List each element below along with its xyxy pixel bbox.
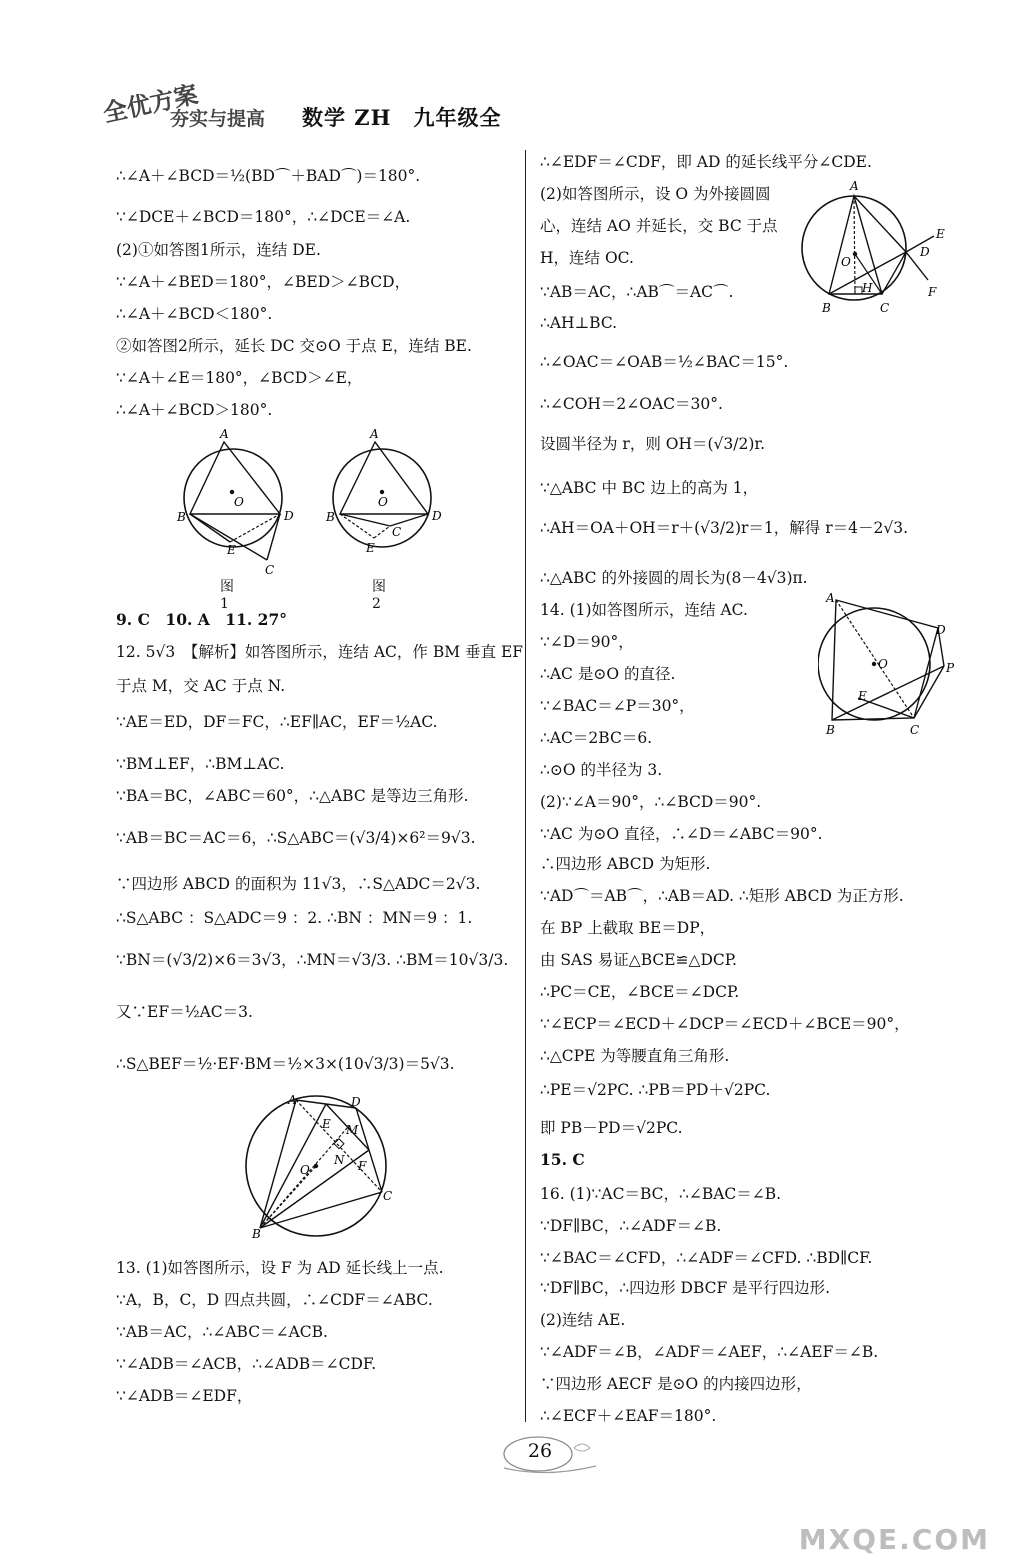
svg-text:D: D <box>284 509 294 523</box>
svg-text:D: D <box>920 245 930 259</box>
svg-text:C: C <box>383 1189 393 1203</box>
svg-text:B: B <box>822 301 831 315</box>
svg-text:E: E <box>227 543 236 557</box>
text-line: 于点 M，交 AC 于点 N. <box>116 677 286 695</box>
svg-text:E: E <box>936 227 945 241</box>
svg-text:H: H <box>862 281 873 295</box>
svg-text:A: A <box>220 427 229 441</box>
svg-text:E: E <box>322 1117 331 1131</box>
text-line: ∵AD⌒＝AB⌒，∴AB＝AD. ∴矩形 ABCD 为正方形. <box>540 887 904 905</box>
text-line: ∵BN＝(√3/2)×6＝3√3，∴MN＝√3/3. ∴BM＝10√3/3. <box>116 951 509 969</box>
figure-caption: 图1 <box>220 579 234 612</box>
text-line: (2)连结 AE. <box>540 1311 626 1329</box>
page-number: 26 <box>527 1440 553 1462</box>
text-line: ∵∠ECP＝∠ECD＋∠DCP＝∠ECD＋∠BCE＝90°， <box>540 1015 910 1033</box>
text-line: 15. C <box>540 1150 585 1169</box>
page-header <box>100 78 520 138</box>
text-line: ∵AB＝BC＝AC＝6，∴S△ABC＝(√3/4)×6²＝9√3. <box>116 829 476 847</box>
svg-text:O: O <box>378 495 388 509</box>
svg-text:O: O <box>234 495 244 509</box>
text-line: ∵△ABC 中 BC 边上的高为 1， <box>540 479 759 497</box>
text-line: 心，连结 AO 并延长，交 BC 于点 <box>540 217 778 235</box>
text-line: ∵DF∥BC，∴四边形 DBCF 是平行四边形. <box>540 1279 831 1297</box>
svg-text:O: O <box>841 255 851 269</box>
text-line: ∴AH＝OA＋OH＝r＋(√3/2)r＝1，解得 r＝4－2√3. <box>540 519 909 537</box>
text-line: ∵四边形 ABCD 的面积为 11√3，∴S△ADC＝2√3. <box>116 875 481 893</box>
text-line: (2)如答图所示，设 O 为外接圆圆 <box>540 185 771 203</box>
svg-text:N: N <box>334 1153 345 1167</box>
svg-text:C: C <box>392 525 402 539</box>
svg-text:C: C <box>910 723 920 737</box>
svg-text:E: E <box>366 541 375 555</box>
text-line: ∵A，B，C，D 四点共圆，∴∠CDF＝∠ABC. <box>116 1291 433 1309</box>
text-line: ∴∠EDF＝∠CDF，即 AD 的延长线平分∠CDE. <box>540 153 872 171</box>
svg-text:B: B <box>826 723 835 737</box>
watermark <box>799 1523 990 1556</box>
logo-text-2: 夯实与提高 <box>170 108 266 130</box>
text-line: ∴∠A＋∠BCD＞180°. <box>116 401 273 419</box>
text-line: 9. C 10. A 11. 27° <box>116 610 287 629</box>
text-line: ∴S△BEF＝½·EF·BM＝½×3×(10√3/3)＝5√3. <box>116 1055 455 1073</box>
text-line: ∴AH⊥BC. <box>540 314 618 332</box>
svg-text:F: F <box>358 1159 367 1173</box>
text-line: ∵∠ADB＝∠EDF， <box>116 1387 253 1405</box>
text-line: ∴△ABC 的外接圆的周长为(8－4√3)π. <box>540 569 808 587</box>
text-line: ∴AC 是⊙O 的直径. <box>540 665 676 683</box>
svg-text:A: A <box>288 1093 297 1107</box>
text-line: ∵∠A＋∠BED＝180°，∠BED＞∠BCD， <box>116 273 411 291</box>
text-line: ∴∠A＋∠BCD＜180°. <box>116 305 273 323</box>
text-line: 即 PB－PD＝√2PC. <box>540 1119 683 1137</box>
text-line: ∴PE＝√2PC. ∴PB＝PD＋√2PC. <box>540 1081 771 1099</box>
text-line: ∴∠ECF＋∠EAF＝180°. <box>540 1407 717 1425</box>
svg-text:D: D <box>351 1095 361 1109</box>
series-logo <box>100 78 280 134</box>
figure-2 <box>320 420 460 580</box>
text-line: ∴∠OAC＝∠OAB＝½∠BAC＝15°. <box>540 353 789 371</box>
svg-text:O: O <box>300 1163 310 1177</box>
svg-text:D: D <box>936 623 946 637</box>
text-line: 设圆半径为 r，则 OH＝(√3/2)r. <box>540 435 766 453</box>
svg-text:B: B <box>326 510 335 524</box>
figure-12 <box>238 1090 398 1240</box>
figure-14 <box>818 590 963 740</box>
figure-13 <box>796 176 966 326</box>
text-line: ∴AC＝2BC＝6. <box>540 729 653 747</box>
text-line: ∴∠A＋∠BCD＝½(BD⌒＋BAD⌒)＝180°. <box>116 167 421 185</box>
text-line: ∵DF∥BC，∴∠ADF＝∠B. <box>540 1217 722 1235</box>
svg-text:O: O <box>878 657 888 671</box>
text-line: ∵∠ADB＝∠ACB，∴∠ADB＝∠CDF. <box>116 1355 377 1373</box>
text-line: ∵∠D＝90°， <box>540 633 634 651</box>
text-line: ∴PC＝CE，∠BCE＝∠DCP. <box>540 983 740 1001</box>
text-line: ∵∠DCE＋∠BCD＝180°，∴∠DCE＝∠A. <box>116 208 411 226</box>
text-line: ∵AB＝AC，∴∠ABC＝∠ACB. <box>116 1323 328 1341</box>
logo-text-1: 全优方案 <box>100 80 201 128</box>
svg-text:A: A <box>826 591 835 605</box>
text-line: ∵四边形 AECF 是⊙O 的内接四边形， <box>540 1375 812 1393</box>
text-line: ∴S△ABC ：S△ADC＝9 ：2. ∴BN ：MN＝9 ：1. <box>116 909 473 927</box>
text-line: H，连结 OC. <box>540 249 634 267</box>
column-divider <box>525 150 526 1422</box>
text-line: ∵BM⊥EF，∴BM⊥AC. <box>116 755 285 773</box>
text-line: 在 BP 上截取 BE＝DP， <box>540 919 716 937</box>
text-line: ∴△CPE 为等腰直角三角形. <box>540 1047 730 1065</box>
watermark-text: MXQE.COM <box>798 1523 990 1556</box>
svg-text:A: A <box>850 179 859 193</box>
text-line: ∵BA＝BC，∠ABC＝60°，∴△ABC 是等边三角形. <box>116 787 469 805</box>
svg-text:E: E <box>858 689 867 703</box>
text-line: ∴四边形 ABCD 为矩形. <box>540 855 711 873</box>
svg-text:C: C <box>880 301 890 315</box>
subject-title: 数学 ZH 九年级全 <box>302 105 502 130</box>
svg-text:C: C <box>265 563 275 577</box>
text-line: ∵∠BAC＝∠P＝30°， <box>540 697 695 715</box>
text-line: 又∵EF＝½AC＝3. <box>116 1003 253 1021</box>
svg-text:M: M <box>346 1123 359 1137</box>
svg-text:F: F <box>928 285 937 299</box>
svg-text:D: D <box>432 509 442 523</box>
text-line: ∵AC 为⊙O 直径，∴∠D＝∠ABC＝90°. <box>540 825 823 843</box>
text-line: (2)∵∠A＝90°，∴∠BCD＝90°. <box>540 793 762 811</box>
figure-caption: 图2 <box>372 579 386 612</box>
text-line: ∵∠A＋∠E＝180°，∠BCD＞∠E， <box>116 369 363 387</box>
text-line: ∵∠ADF＝∠B，∠ADF＝∠AEF，∴∠AEF＝∠B. <box>540 1343 879 1361</box>
text-line: (2)①如答图1所示，连结 DE. <box>116 241 321 259</box>
text-line: ②如答图2所示，延长 DC 交⊙O 于点 E，连结 BE. <box>116 337 472 355</box>
text-line: ∴∠COH＝2∠OAC＝30°. <box>540 395 723 413</box>
text-line: ∴⊙O 的半径为 3. <box>540 761 663 779</box>
text-line: 13. (1)如答图所示，设 F 为 AD 延长线上一点. <box>116 1259 444 1277</box>
svg-text:B: B <box>177 510 186 524</box>
text-line: ∵∠BAC＝∠CFD，∴∠ADF＝∠CFD. ∴BD∥CF. <box>540 1249 873 1267</box>
text-line: ∵AE＝ED，DF＝FC，∴EF∥AC，EF＝½AC. <box>116 713 438 731</box>
text-line: ∵AB＝AC，∴AB⌒＝AC⌒. <box>540 283 734 301</box>
text-line: 14. (1)如答图所示，连结 AC. <box>540 601 748 619</box>
svg-text:P: P <box>946 661 955 675</box>
text-line: 12. 5√3 【解析】如答图所示，连结 AC，作 BM 垂直 EF <box>116 643 524 661</box>
text-line: 16. (1)∵AC＝BC，∴∠BAC＝∠B. <box>540 1185 782 1203</box>
svg-text:A: A <box>370 427 379 441</box>
text-line: 由 SAS 易证△BCE≌△DCP. <box>540 951 737 969</box>
svg-text:B: B <box>252 1227 261 1240</box>
figure-1 <box>172 420 312 580</box>
